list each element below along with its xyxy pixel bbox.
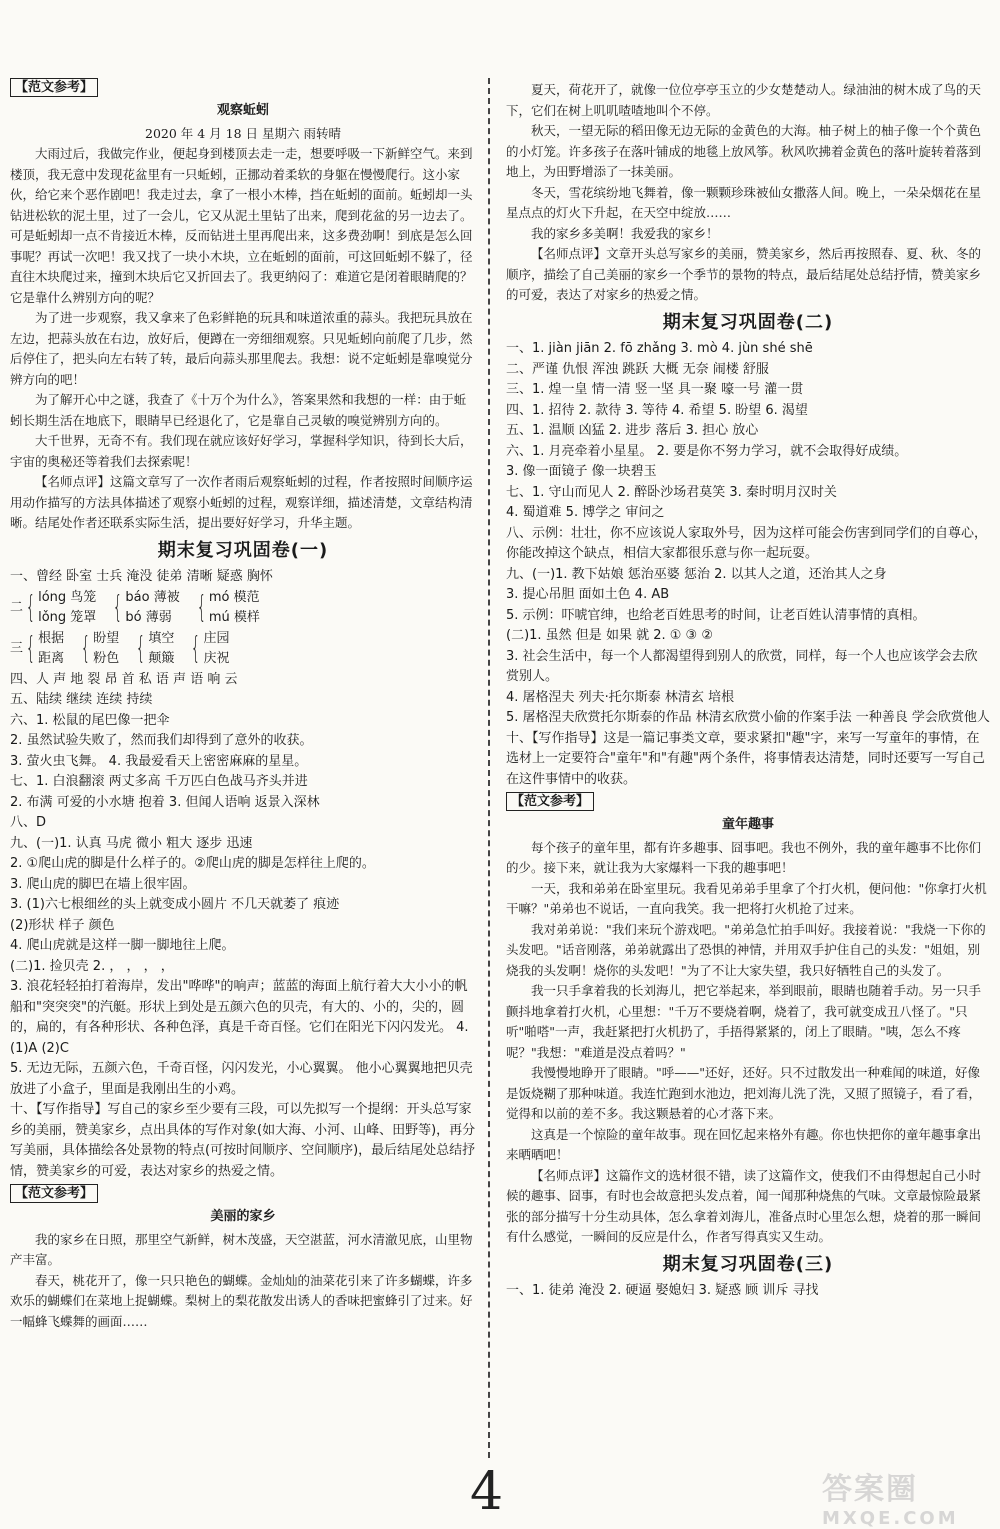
writing-guide: 十、【写作指导】写自己的家乡至少要有三段，可以先拟写一个提纲：开头总写家乡的美丽，赞美家乡，点出具体的写作对象(如大海、小河、山峰、田野等)，再分写美丽，具体描绘各处景物的特点(可按时间顺序、空间顺序)，最后结尾处总结抒情，赞美家乡的可爱，表达对家乡的热爱之情。 [10,1102,476,1179]
watermark-url: MXQE.COM [822,1508,959,1529]
essay-paragraph: 我的家乡在日照，那里空气新鲜，树木茂盛，天空湛蓝，河水清澈见底，山里物产丰富。 [10,1231,473,1267]
answer-line: 5. 无边无际，五颜六色，千奇百怪，闪闪发光，小心翼翼。 他小心翼翼地把贝壳放进了小盒子，里面是我刚出生的小鸡。 [10,1061,473,1097]
answer-line: 四、1. 招待 2. 款待 3. 等待 4. 希望 5. 盼望 6. 渴望 [506,402,808,418]
answer-item: 颠簸 [148,651,175,666]
answer-line: 5. 示例：吓唬官绅，也给老百姓思考的时间，让老百姓认清事情的真相。 [506,607,926,623]
teacher-comment: 【名师点评】这篇作文的选材很不错，读了这篇作文，使我们不由得想起自己小时候的趣事、囧事，有时也会故意把头发点着，闻一闻那种烧焦的气味。文章最惊险最紧张的部分描写十分生动具体，怎么拿着刘海儿，准备点时心里怎么想，烧着的那一瞬间有什么感觉，一瞬间的反应是什么，作者写得真实又生动。 [506,1167,982,1244]
essay-paragraph: 我的家乡多美啊！我爱我的家乡！ [531,225,719,241]
answer-line: 七、1. 守山而见人 2. 醉卧沙场君莫笑 3. 秦时明月汉时关 [506,484,837,500]
answer-item: 填空 [148,630,175,646]
teacher-comment: 【名师点评】这篇文章写了一次作者雨后观察蚯蚓的过程，作者按照时间顺序运用动作描写的方法具体描述了观察小蚯蚓的过程，观察详细，描述清楚，文章结构清晰。结尾处作者还联系实际生活，提出要好好学习，升华主题。 [10,474,473,530]
answer-line: 2. 虽然试验失败了，然而我们却得到了意外的收获。 [10,733,313,748]
essay-paragraph: 秋天，一望无际的稻田像无边无际的金黄色的大海。柚子树上的柚子像一个个黄色的小灯笼。许多孩子在落叶铺成的地毯上放风筝。秋风吹拂着金黄色的落叶旋转着落到地上，为田野增添了一抹美丽。 [506,123,982,179]
essay-title: 观察蚯蚓 [216,103,269,118]
answer-item: mú 模样 [208,610,260,625]
answer-line: 3. 爬山虎的脚巴在墙上很牢固。 [10,876,196,892]
question-number: 二 [10,599,24,615]
answer-item: báo 薄被 [125,589,180,605]
answer-item: mó 模范 [208,589,260,605]
essay-paragraph: 夏天，荷花开了，就像一位位亭亭玉立的少女楚楚动人。绿油油的树木成了鸟的天下，它们在树上叽叽喳喳地叫个不停。 [506,82,982,118]
answer-line: 一、1. jiàn jiān 2. fō zhǎng 3. mò 4. jùn shé shē [506,341,813,356]
essay-paragraph: 大千世界，无奇不有。我们现在就应该好好学习，掌握科学知识，待到长大后，宇宙的奥秘还等着我们去探索呢！ [10,433,473,469]
answer-line: 4. 屠格涅夫 列夫·托尔斯泰 林清玄 培根 [506,689,735,705]
right-column [506,80,990,1302]
answer-item: 距离 [38,651,65,666]
section-title: 期末复习巩固卷(三) [662,1253,834,1275]
answer-line: 九、(一)1. 认真 马虎 微小 粗大 逐步 迅速 [10,835,253,851]
essay-paragraph: 冬天，雪花缤纷地飞舞着，像一颗颗珍珠被仙女撒落人间。晚上，一朵朵烟花在星星点点的灯火下升起，在天空中绽放…… [506,184,982,220]
answer-group: 二 { lóng 鸟笼 lǒng 笼罩 { báo 薄被 bó 薄弱 { mó 模范 mú 模样 [10,588,476,629]
answer-line: 六、1. 月亮牵着小星星。 2. 要是你不努力学习，就不会取得好成绩。 [506,443,908,459]
answer-line: 一、曾经 卧室 士兵 淹没 徒弟 清晰 疑惑 胸怀 [10,569,273,584]
answer-item: 盼望 [93,630,120,646]
answer-line: 3. 提心吊胆 面如土色 4. AB [506,587,670,602]
answer-line: 3. 社会生活中，每一个人都渴望得到别人的欣赏，同样，每一个人也应该学会去欣赏别人。 [506,648,978,684]
answer-line: 八、D [10,815,47,830]
answer-line: 五、陆续 继续 连续 持续 [10,692,153,707]
essay-paragraph: 大雨过后，我做完作业，便起身到楼顶去走一走，想要呼吸一下新鲜空气。来到楼顶，我无意中发现花盆里有一只蚯蚓，正挪动着柔软的身躯在慢慢爬行。这小家伙，给它来个恶作剧吧！我走过去，拿了一根小木棒，挡在蚯蚓的面前。蚯蚓却一头钻进松软的泥土里，过了一会儿，它又从泥土里钻了出来，爬到花盆的另一边去了。可是蚯蚓却一点不肯接近木棒，反而钻进土里再爬出来，这多费劲啊！到底是怎么回事呢？再试一次吧！我又找了一块小木块，立在蚯蚓的面前，可这回蚯蚓不躲了，径直往木块爬过来，撞到木块后它又折回去了。我更纳闷了：难道它是闭着眼睛爬的？它是靠什么辨别方向的呢？ [10,146,473,305]
answer-line: 四、人 声 地 裂 昂 首 私 语 声 语 响 云 [10,671,238,687]
answer-line: 4. 蜀道难 5. 博学之 审问之 [506,505,665,520]
essay-reference-tag: 【范文参考】 [506,792,594,811]
answer-line: 七、1. 白浪翻滚 两丈多高 千万匹白色战马齐头并进 [10,774,308,789]
answer-line: (2)形状 样子 颜色 [10,917,115,933]
essay-paragraph: 每个孩子的童年里，都有许多趣事、囧事吧。我也不例外，我的童年趣事不比你们的少。接下来，就让我为大家爆料一下我的趣事吧！ [506,839,982,875]
answer-line: 4. 爬山虎就是这样一脚一脚地往上爬。 [10,938,235,953]
essay-reference-tag: 【范文参考】 [10,78,98,97]
section-title: 期末复习巩固卷(二) [662,311,834,333]
essay-date: 2020 年 4 月 18 日 星期六 雨转晴 [145,125,341,141]
answer-item: 庄园 [203,630,230,646]
answer-line: 3. (1)六七根细丝的头上就变成小圆片 不几天就萎了 痕迹 [10,897,340,912]
writing-guide: 十、【写作指导】这是一篇记事类文章，要求紧扣"趣"字，来写一写童年的事情，在选材上一定要符合"童年"和"有趣"两个条件，将事情表达清楚，同时还要写一写自己在这件事情中的收获。 [506,730,985,787]
answer-line: 5. 屠格涅夫欣赏托尔斯泰的作品 林清玄欣赏小偷的作案手法 一种善良 学会欣赏他人 [506,710,990,725]
teacher-comment: 【名师点评】文章开头总写家乡的美丽，赞美家乡，然后再按照春、夏、秋、冬的顺序，描绘了自己美丽的家乡一个季节的景物的特点，最后结尾处总结抒情，赞美家乡的可爱，表达了对家乡的热爱之情。 [506,246,982,302]
answer-line: 3. 萤火虫飞舞。 4. 我最爱看天上密密麻麻的星星。 [10,753,308,769]
essay-title: 童年趣事 [721,817,774,832]
answer-item: 根据 [38,630,65,646]
column-divider [488,78,490,1458]
answer-item: lóng 鸟笼 [38,589,97,605]
essay-paragraph: 为了解开心中之谜，我查了《十万个为什么》，答案果然和我想的一样：由于蚯蚓长期生活在地底下，眼睛早已经退化了，它是靠自己灵敏的嗅觉辨别方向的。 [10,392,467,428]
answer-group: 三 { 根据 距离 { 盼望 粉色 { 填空 颠簸 { 庄园 庆祝 [10,629,476,670]
answer-line: 2. ①爬山虎的脚是什么样子的。②爬山虎的脚是怎样往上爬的。 [10,856,375,871]
essay-paragraph: 这真是一个惊险的童年故事。现在回忆起来格外有趣。你也快把你的童年趣事拿出来晒晒吧！ [506,1126,982,1162]
answer-line: 九、(一)1. 教下姑娘 惩治巫婆 惩治 2. 以其人之道，还治其人之身 [506,566,887,582]
essay-paragraph: 一天，我和弟弟在卧室里玩。我看见弟弟手里拿了个打火机，便问他："你拿打火机干嘛？"弟弟也不说话，一直向我笑。我一把将打火机抢了过来。 [506,880,987,916]
answer-item: lǒng 笼罩 [38,610,97,625]
answer-line: 3. 像一面镜子 像一块碧玉 [506,464,657,479]
answer-line: 二、严谨 仇恨 浑浊 跳跃 大概 无奈 闹楼 舒服 [506,361,769,377]
answer-line: 五、1. 温顺 凶猛 2. 进步 落后 3. 担心 放心 [506,423,759,438]
essay-paragraph: 春天，桃花开了，像一只只艳色的蝴蝶。金灿灿的油菜花引来了许多蝴蝶，许多欢乐的蝴蝶们在菜地上捉蝴蝶。梨树上的梨花散发出诱人的香味把蜜蜂引了过来。好一幅蜂飞蝶舞的画面…… [10,1272,473,1329]
essay-paragraph: 我对弟弟说："我们来玩个游戏吧。"弟弟急忙拍手叫好。我接着说："我烧一下你的头发吧。"话音刚落，弟弟就露出了恐惧的神情，并用双手护住自己的头发："姐姐，别烧我的头发啊！烧你的头发吧！"为了不让大家失望，我只好牺牲自己的头发了。 [506,921,986,978]
section-title: 期末复习巩固卷(一) [157,539,329,561]
left-column [10,76,476,1332]
page-number: 4 [470,1462,504,1522]
question-number: 三 [10,640,24,656]
answer-line: 六、1. 松鼠的尾巴像一把伞 [10,712,170,728]
answer-item: 粉色 [93,651,120,666]
answer-item: 庆祝 [203,651,230,666]
essay-paragraph: 我慢慢地睁开了眼睛。"呼——"还好，还好。只不过散发出一种难闻的味道，好像是饭烧糊了那种味道。我连忙跑到水池边，把刘海儿洗了洗，又照了照镜子，看了看，觉得和以前的差不多。我这颗悬着的心才落下来。 [506,1065,982,1121]
essay-paragraph: 我一只手拿着我的长刘海儿，把它举起来，举到眼前，眼睛也随着手动。另一只手颤抖地拿着打火机，心里想："千万不要烧着啊，烧着了，我可就变成丑八怪了。"只听"啪嗒"一声，我赶紧把打火机扔了，手捂得紧紧的，闭上了眼睛。"咦，怎么不疼呢？"我想："难道是没点着吗？" [506,983,982,1060]
watermark-text: 答案圈 [822,1472,918,1507]
answer-line: 3. 浪花轻轻拍打着海岸，发出"哗哗"的响声；蓝蓝的海面上航行着大大小小的帆船和"突突突"的汽艇。形状上到处是五颜六色的贝壳，有大的、小的，尖的，圆的，扁的，有各种形状、各种色泽，真是千奇百怪。它们在阳光下闪闪发光。 4. (1)A (2)C [10,979,469,1056]
answer-line: 一、1. 徒弟 淹没 2. 硬逼 娶媳妇 3. 疑惑 顾 训斥 寻找 [506,1283,819,1298]
watermark-logo [822,1464,992,1529]
answer-line: (二)1. 捡贝壳 2. ， ， ， ， [10,958,174,974]
essay-paragraph: 为了进一步观察，我又拿来了色彩鲜艳的玩具和味道浓重的蒜头。我把玩具放在左边，把蒜头放在右边，放好后，便蹲在一旁细细观察。只见蚯蚓向前爬了几步，然后停住了，把头向左右转了转，最后向蒜头那里爬去。我想：说不定蚯蚓是靠嗅觉分辨方向的吧！ [10,310,473,387]
answer-line: 三、1. 煌一皇 情一清 竖一坚 具一聚 嚎一号 灌一贯 [506,382,804,397]
essay-title: 美丽的家乡 [210,1209,276,1224]
answer-item: bó 薄弱 [125,610,172,625]
answer-line: (二)1. 虽然 但是 如果 就 2. ① ③ ② [506,628,713,643]
answer-line: 2. 布满 可爱的小水塘 抱着 3. 但闻人语响 返景入深林 [10,794,320,810]
answer-line: 八、示例：壮壮，你不应该说人家取外号，因为这样可能会伤害到同学们的自尊心，你能改掉这个缺点，相信大家都很乐意与你一起玩耍。 [506,525,988,561]
essay-reference-tag: 【范文参考】 [10,1184,98,1203]
